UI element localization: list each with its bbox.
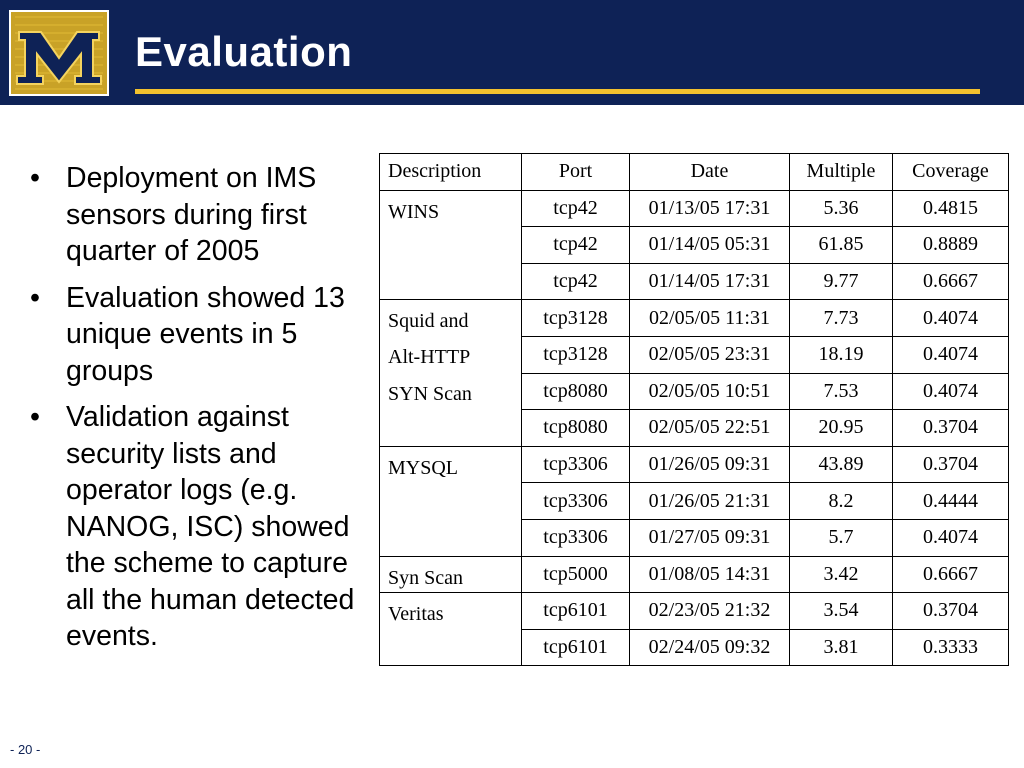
cell-coverage: 0.3704	[893, 446, 1009, 483]
table-header-row	[380, 154, 1009, 191]
cell-multiple: 3.42	[790, 556, 893, 593]
cell-date: 01/13/05 17:31	[630, 190, 790, 227]
table-row	[380, 410, 1009, 447]
table-row	[380, 556, 1009, 593]
cell-date: 02/24/05 09:32	[630, 629, 790, 666]
cell-description: Alt-HTTP	[380, 336, 522, 373]
cell-multiple: 20.95	[790, 410, 893, 447]
cell-date: 01/08/05 14:31	[630, 556, 790, 593]
table-row	[380, 263, 1009, 300]
cell-multiple: 8.2	[790, 483, 893, 520]
table-row	[380, 227, 1009, 264]
cell-multiple: 7.73	[790, 300, 893, 337]
m-letter-icon	[11, 12, 107, 94]
cell-port: tcp8080	[522, 410, 630, 447]
bullet-text: Validation against security lists and operator logs (e.g. NANOG, ISC) showed the scheme to capture all the human detected events.	[66, 401, 355, 652]
slide-header	[0, 0, 1024, 105]
cell-date: 01/27/05 09:31	[630, 519, 790, 556]
header-description: Description	[380, 154, 522, 191]
cell-description: WINS	[380, 190, 522, 227]
cell-multiple: 18.19	[790, 336, 893, 373]
cell-coverage: 0.3333	[893, 629, 1009, 666]
cell-multiple: 7.53	[790, 373, 893, 410]
cell-multiple: 3.81	[790, 629, 893, 666]
bullet-text: Deployment on IMS sensors during first quarter of 2005	[66, 162, 317, 267]
header-date: Date	[630, 154, 790, 191]
bullet-dot-icon: •	[30, 281, 40, 314]
cell-date: 02/05/05 23:31	[630, 336, 790, 373]
bullet-item	[30, 399, 375, 655]
title-underline	[135, 89, 980, 94]
table-row	[380, 336, 1009, 373]
cell-coverage: 0.3704	[893, 593, 1009, 630]
table-row	[380, 483, 1009, 520]
cell-port: tcp3306	[522, 446, 630, 483]
university-m-logo	[9, 10, 109, 96]
cell-multiple: 5.36	[790, 190, 893, 227]
cell-coverage: 0.4074	[893, 373, 1009, 410]
cell-coverage: 0.4444	[893, 483, 1009, 520]
header-coverage: Coverage	[893, 154, 1009, 191]
cell-description	[380, 263, 522, 300]
cell-coverage: 0.4815	[893, 190, 1009, 227]
cell-port: tcp6101	[522, 593, 630, 630]
cell-description: Squid and	[380, 300, 522, 337]
table-row	[380, 373, 1009, 410]
table-row	[380, 593, 1009, 630]
table-body	[380, 190, 1009, 666]
cell-coverage: 0.6667	[893, 263, 1009, 300]
cell-date: 02/23/05 21:32	[630, 593, 790, 630]
cell-date: 01/14/05 17:31	[630, 263, 790, 300]
cell-description	[380, 629, 522, 666]
cell-description: MYSQL	[380, 446, 522, 483]
cell-date: 01/14/05 05:31	[630, 227, 790, 264]
bullet-list	[30, 160, 375, 665]
cell-date: 02/05/05 11:31	[630, 300, 790, 337]
cell-port: tcp3306	[522, 519, 630, 556]
cell-coverage: 0.4074	[893, 300, 1009, 337]
cell-description	[380, 227, 522, 264]
slide-title: Evaluation	[135, 28, 353, 75]
cell-coverage: 0.6667	[893, 556, 1009, 593]
header-port: Port	[522, 154, 630, 191]
bullet-text: Evaluation showed 13 unique events in 5 groups	[66, 281, 345, 387]
page-number: - 20 -	[10, 742, 41, 757]
cell-multiple: 5.7	[790, 519, 893, 556]
cell-port: tcp3306	[522, 483, 630, 520]
cell-port: tcp3128	[522, 336, 630, 373]
cell-description	[380, 519, 522, 556]
header-multiple: Multiple	[790, 154, 893, 191]
cell-port: tcp5000	[522, 556, 630, 593]
bullet-dot-icon: •	[30, 162, 40, 194]
cell-description	[380, 483, 522, 520]
table-row	[380, 300, 1009, 337]
bullet-dot-icon: •	[30, 401, 40, 433]
cell-coverage: 0.4074	[893, 336, 1009, 373]
cell-multiple: 3.54	[790, 593, 893, 630]
cell-description	[380, 410, 522, 447]
table-row	[380, 629, 1009, 666]
bullet-item	[30, 280, 375, 390]
cell-description: Veritas	[380, 593, 522, 630]
bullet-item	[30, 160, 375, 270]
cell-port: tcp42	[522, 263, 630, 300]
cell-coverage: 0.4074	[893, 519, 1009, 556]
cell-description: Syn Scan	[380, 556, 522, 593]
table-row	[380, 446, 1009, 483]
cell-port: tcp8080	[522, 373, 630, 410]
cell-port: tcp42	[522, 190, 630, 227]
cell-multiple: 43.89	[790, 446, 893, 483]
evaluation-table	[379, 153, 1009, 666]
cell-description: SYN Scan	[380, 373, 522, 410]
cell-date: 02/05/05 22:51	[630, 410, 790, 447]
table-row	[380, 519, 1009, 556]
cell-multiple: 9.77	[790, 263, 893, 300]
cell-port: tcp42	[522, 227, 630, 264]
cell-date: 01/26/05 21:31	[630, 483, 790, 520]
cell-port: tcp6101	[522, 629, 630, 666]
cell-multiple: 61.85	[790, 227, 893, 264]
cell-coverage: 0.8889	[893, 227, 1009, 264]
cell-date: 01/26/05 09:31	[630, 446, 790, 483]
cell-coverage: 0.3704	[893, 410, 1009, 447]
cell-port: tcp3128	[522, 300, 630, 337]
cell-date: 02/05/05 10:51	[630, 373, 790, 410]
table-row	[380, 190, 1009, 227]
